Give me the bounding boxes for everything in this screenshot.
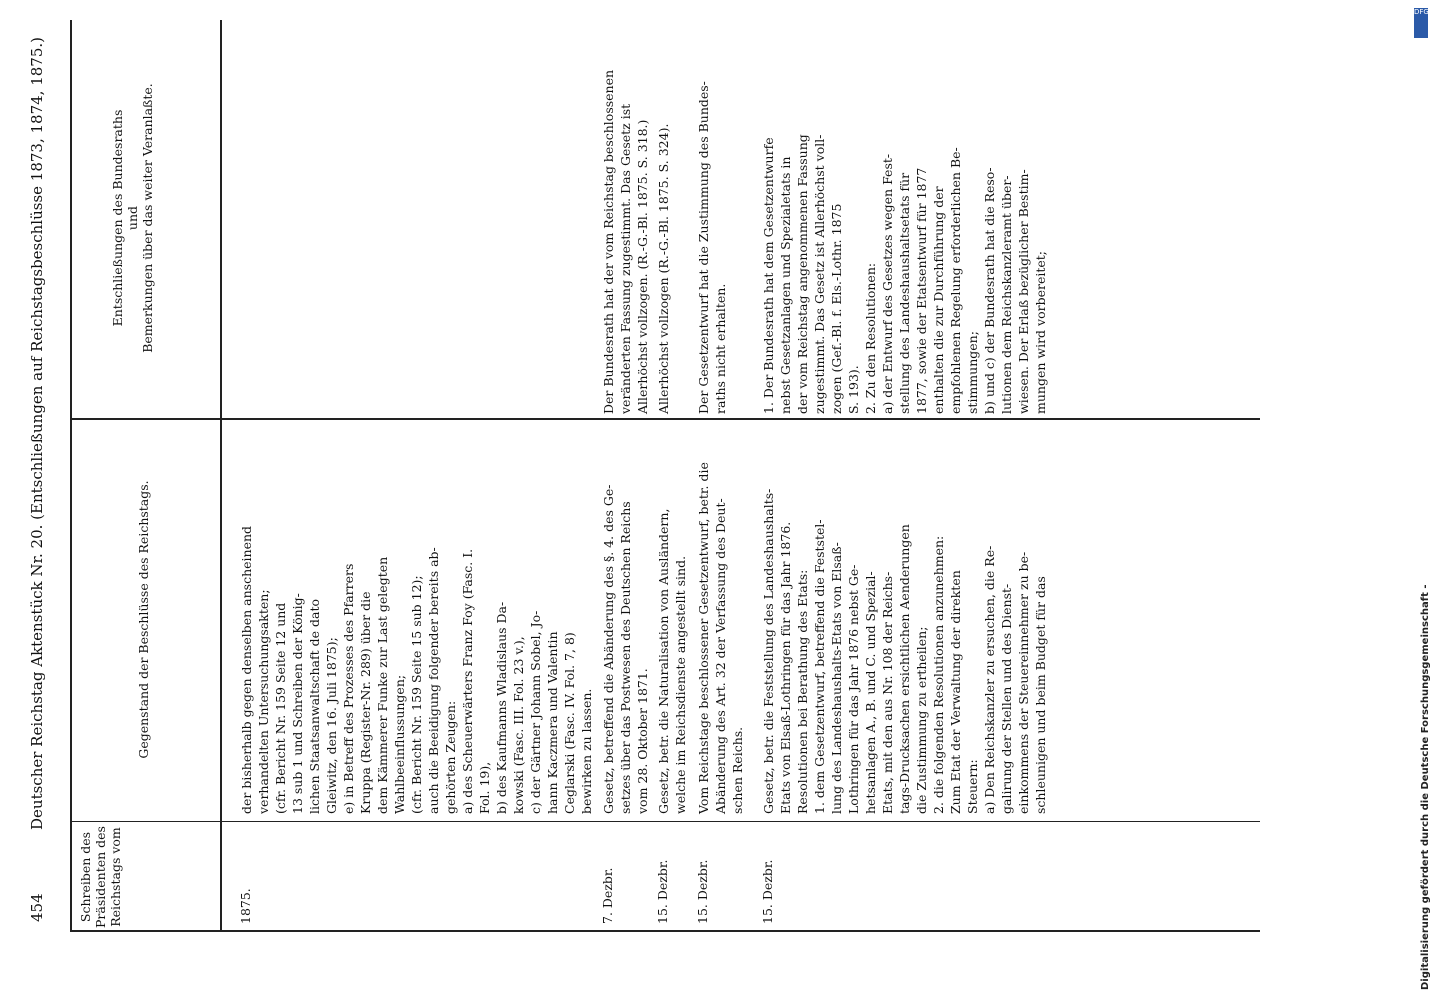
text-line: Lothringen für das Jahr 1876 nebst Ge-	[846, 564, 861, 814]
page-title: Deutscher Reichstag Aktenstück Nr. 20. (Entschließungen auf Reichstagsbeschlüsse 1873, 1874, 1875.)	[28, 36, 46, 830]
column-header-decision-line2: und	[125, 205, 140, 231]
column-header-subject-text: Gegenstand der Beschlüsse des Reichstags.	[136, 480, 151, 759]
text-line: Wahlbeeinflussungen;	[392, 674, 407, 814]
text-line: 1. Der Bundesrath hat dem Gesetzentwurfe	[761, 137, 776, 414]
text-line: vom 28. Oktober 1871.	[635, 668, 650, 814]
row-subject	[760, 424, 1049, 814]
text-line: hetsanlagen A., B. und C. und Spezial-	[863, 571, 878, 814]
row-subject	[238, 424, 595, 814]
row-date: 1875.	[238, 888, 253, 924]
text-line: Etats, mit den aus Nr. 108 der Reichs-	[880, 571, 895, 814]
text-line: kowski (Fasc. III. Fol. 23 v.),	[511, 636, 526, 814]
text-line: Steuern:	[965, 759, 980, 814]
text-line: schleunigen und beim Budget für das	[1033, 576, 1048, 814]
text-line: c) der Gärtner Johann Sobel, Jo-	[528, 610, 543, 814]
text-line: a) Den Reichskanzler zu ersuchen, die Re-	[982, 545, 997, 814]
text-line: a) des Scheuerwärters Franz Foy (Fasc. I.	[460, 548, 475, 814]
row-date: 15. Dezbr.	[760, 859, 775, 924]
text-line: 1877, sowie der Etatsentwurf für 1877	[914, 167, 929, 414]
text-line: zogen (Gef.-Bl. f. Els.-Lothr. 1875	[829, 203, 844, 414]
row-date: 15. Dezbr.	[695, 859, 710, 924]
text-line: mungen wird vorbereitet;	[1033, 250, 1048, 414]
page-number: 454	[28, 893, 46, 922]
text-line: Gleiwitz, den 16. Juli 1875);	[324, 637, 339, 814]
column-header-decision-line3: Bemerkungen über das weiter Veranlaßte.	[140, 83, 155, 353]
text-line: lung des Landeshaushalts-Etats von Elsaß-	[829, 542, 844, 814]
row-date: 15. Dezbr.	[655, 859, 670, 924]
row-subject	[600, 424, 651, 814]
text-line: tags-Drucksachen ersichtlichen Aenderungen	[897, 524, 912, 814]
text-line: b) und c) der Bundesrath hat die Reso-	[982, 167, 997, 414]
text-line: Gesetz, betreffend die Abänderung des §. 4. des Ge-	[601, 484, 616, 814]
text-line: 2. die folgenden Resolutionen anzunehmen:	[931, 535, 946, 814]
text-line: nebst Gesetzanlagen und Spezialetats in	[778, 156, 793, 414]
resolutions-table	[70, 20, 1270, 932]
text-line: schen Reichs.	[730, 726, 745, 814]
text-line: einkommens der Steuereinnehmer zu be-	[1016, 551, 1031, 814]
column-header-date	[78, 826, 123, 928]
text-line: gehörten Zeugen:	[443, 700, 458, 814]
text-line: empfohlenen Regelung erforderlichen Be-	[948, 147, 963, 414]
running-header	[0, 0, 60, 1000]
text-line: Vom Reichstage beschlossener Gesetzentwurf, betr. die	[696, 462, 711, 814]
row-decision	[655, 22, 672, 414]
text-line: veränderten Fassung zugestimmt. Das Gesetz ist	[618, 103, 633, 414]
text-line: dem Kämmerer Funke zur Last gelegten	[375, 556, 390, 814]
text-line: stellung des Landeshaushaltsetats für	[897, 172, 912, 414]
column-header-decision-line1: Entschließungen des Bundesraths	[110, 109, 125, 327]
text-line: 2. Zu den Resolutionen:	[863, 262, 878, 414]
text-line: S. 193).	[846, 365, 861, 414]
text-line: die Zustimmung zu ertheilen;	[914, 626, 929, 814]
text-line: hann Kaczmera und Valentin	[545, 631, 560, 814]
row-decision	[760, 22, 1049, 414]
row-subject	[695, 424, 746, 814]
text-line: Abänderung des Art. 32 der Verfassung des Deut-	[713, 498, 728, 814]
text-line: b) des Kaufmanns Wladislaus Da-	[494, 601, 509, 814]
text-line: Resolutionen bei Berathung des Etats:	[795, 569, 810, 814]
text-line: a) der Entwurf des Gesetzes wegen Fest-	[880, 153, 895, 414]
row-subject	[655, 424, 689, 814]
row-date: 7. Dezbr.	[600, 867, 615, 924]
text-line: Der Gesetzentwurf hat die Zustimmung des Bundes-	[696, 81, 711, 414]
text-line: Allerhöchst vollzogen (R.-G.-Bl. 1875. S. 324).	[656, 123, 671, 414]
text-line: 1. dem Gesetzentwurf, betreffend die Feststel-	[812, 519, 827, 814]
text-line: Kruppa (Register-Nr. 289) über die	[358, 591, 373, 814]
column-header-date-text: Schreiben des Präsidenten des Reichstags vom	[78, 826, 123, 928]
text-line: enthalten die zur Durchführung der	[931, 186, 946, 414]
text-line: raths nicht erhalten.	[713, 283, 728, 414]
dfg-logo: DFG	[1414, 8, 1428, 38]
text-line: welche im Reichsdienste angestellt sind.	[673, 555, 688, 814]
text-line: Zum Etat der Verwaltung der direkten	[948, 570, 963, 814]
text-line: lutionen dem Reichskanzleramt über-	[999, 175, 1014, 414]
text-line: verhandelten Untersuchungsakten;	[256, 589, 271, 814]
text-line: stimmungen;	[965, 331, 980, 414]
text-line: lichen Staatsanwaltschaft de dato	[307, 599, 322, 814]
row-decision	[600, 22, 651, 414]
text-line: setzes über das Postwesen des Deutschen Reichs	[618, 501, 633, 814]
text-line: bewirken zu lassen.	[579, 688, 594, 814]
text-line: wiesen. Der Erlaß bezüglicher Bestim-	[1016, 169, 1031, 414]
text-line: Ceglarski (Fasc. IV. Fol. 7, 8)	[562, 632, 577, 814]
text-line: Der Bundesrath hat der vom Reichstag beschlossenen	[601, 69, 616, 414]
row-decision	[695, 22, 729, 414]
text-line: Gesetz, betr. die Feststellung des Landeshaushalts-	[761, 488, 776, 814]
column-header-decision	[110, 20, 155, 416]
text-line: (cfr. Bericht Nr. 159 Seite 12 und	[273, 602, 288, 814]
text-line: auch die Beeidigung folgender bereits ab-	[426, 547, 441, 814]
text-line: 13 sub 1 und Schreiben der König-	[290, 593, 305, 814]
text-line: Gesetz, betr. die Naturalisation von Ausländern,	[656, 508, 671, 814]
text-line: der vom Reichstag angenommenen Fassung	[795, 134, 810, 414]
text-line: Allerhöchst vollzogen. (R.-G.-Bl. 1875. S. 318.)	[635, 119, 650, 414]
text-line: der bisherhalb gegen denselben anscheinend	[239, 525, 254, 814]
text-line: Etats von Elsaß-Lothringen für das Jahr 1876.	[778, 521, 793, 814]
text-line: e) in Betreff des Prozesses des Pfarrers	[341, 563, 356, 814]
text-line: galirung der Stellen und des Dienst-	[999, 583, 1014, 814]
column-header-subject	[136, 422, 151, 817]
text-line: Fol. 19),	[477, 761, 492, 814]
digitization-credit: Digitalisierung gefördert durch die Deutsche Forschungsgemeinschaft -	[1420, 584, 1431, 990]
text-line: zugestimmt. Das Gesetz ist Allerhöchst voll-	[812, 134, 827, 414]
text-line: (cfr. Bericht Nr. 159 Seite 15 sub 12);	[409, 575, 424, 814]
